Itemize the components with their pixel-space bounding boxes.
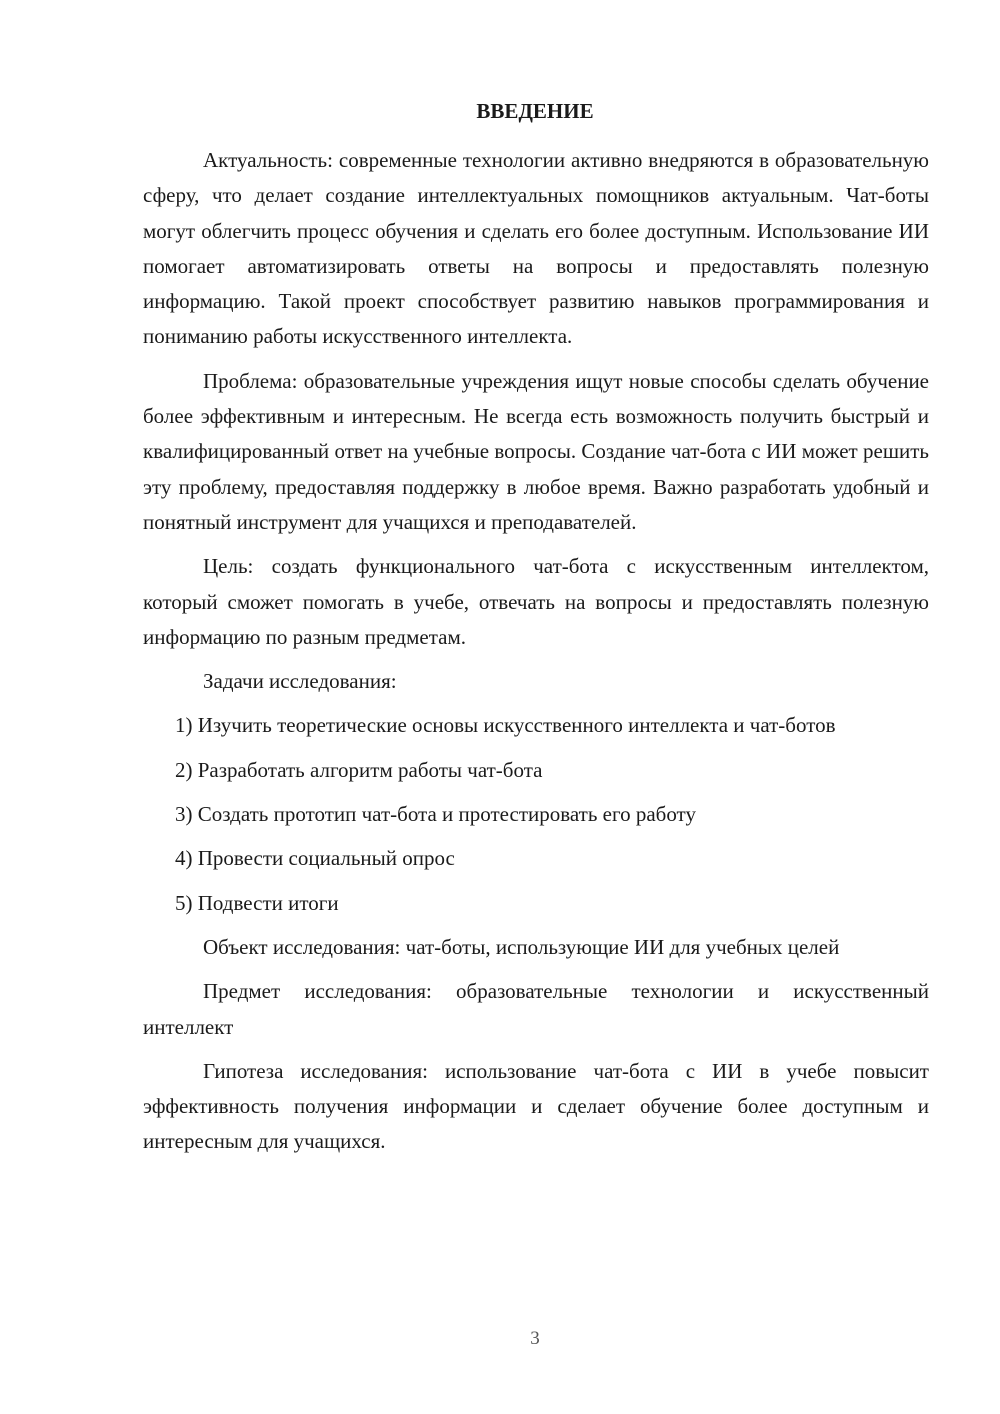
- paragraph-subject: Предмет исследования: образовательные технологии и искусственный интеллект: [143, 979, 929, 1039]
- task-item-1: 1) Изучить теоретические основы искусственного интеллекта и чат-ботов: [175, 713, 836, 738]
- task-item-4: 4) Провести социальный опрос: [175, 846, 455, 871]
- task-item-3: 3) Создать прототип чат-бота и протестировать его работу: [175, 802, 696, 827]
- paragraph-problem: Проблема: образовательные учреждения ищут новые способы сделать обучение более эффективным и интересным. Не всегда есть возможность получить быстрый и квалифицированный ответ на учебные вопросы. Создание чат-бота с ИИ может решить эту проблему, предоставляя поддержку в любое время. Важно разработать удобный и понятный инструмент для учащихся и преподавателей.: [143, 368, 929, 534]
- task-item-5: 5) Подвести итоги: [175, 890, 339, 915]
- document-body: [143, 143, 929, 1169]
- paragraph-relevance: Актуальность: современные технологии активно внедряются в образовательную сферу, что делает создание интеллектуальных помощников актуальным. Чат-боты могут облегчить процесс обучения и сделать его более доступным. Использование ИИ помогает автоматизировать ответы на вопросы и предоставлять полезную информацию. Такой проект способствует развитию навыков программирования и пониманию работы искусственного интеллекта.: [143, 148, 929, 349]
- page-number: 3: [530, 1328, 540, 1349]
- page-title: ВВЕДЕНИЕ: [476, 99, 594, 123]
- task-item-2: 2) Разработать алгоритм работы чат-бота: [175, 757, 543, 782]
- paragraph-object: Объект исследования: чат-боты, использующие ИИ для учебных целей: [203, 934, 840, 959]
- paragraph-goal: Цель: создать функционального чат-бота с искусственным интеллектом, который сможет помогать в учебе, отвечать на вопросы и предоставлять полезную информацию по разным предметам.: [143, 554, 929, 649]
- tasks-heading: Задачи исследования:: [203, 669, 397, 694]
- paragraph-hypothesis: Гипотеза исследования: использование чат-бота с ИИ в учебе повысит эффективность получения информации и сделает обучение более доступным и интересным для учащихся.: [143, 1058, 929, 1154]
